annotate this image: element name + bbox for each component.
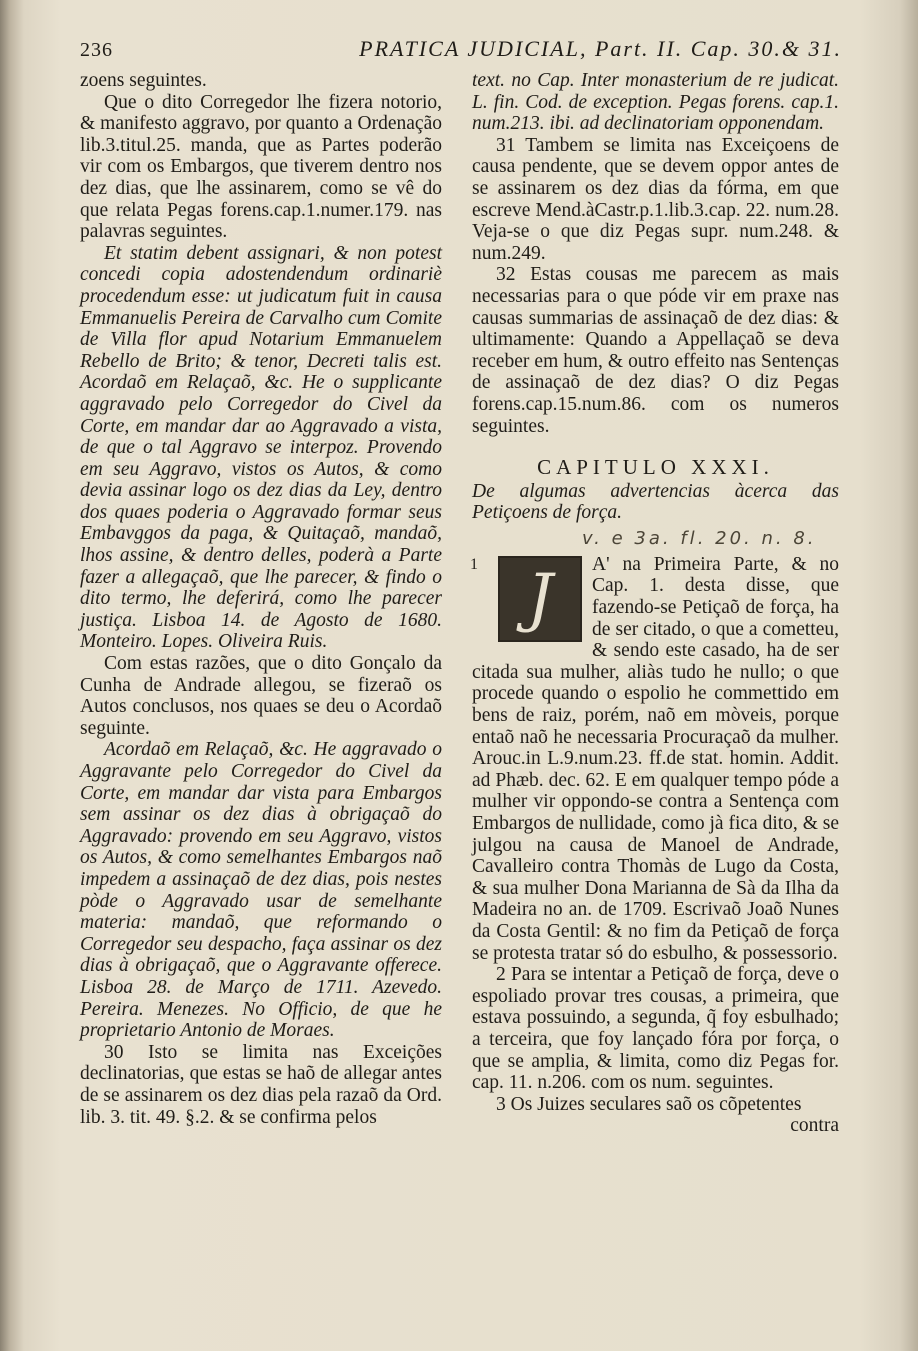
left-paragraph-4: Com estas razões, que o dito Gonçalo da Cunha de Andrade allegou, se fizeraõ os Autos conclusos, nos quaes se deu o Acordaõ seguinte. — [80, 653, 442, 739]
right-paragraph-32: 32 Estas cousas me parecem as mais necessarias para o que póde vir em praxe nas causas summarias de assinaçaõ de dez dias: & ultimamente: Quando a Appellaçaõ se deva receber em hum, & outro effeito nas Sentenças de assinaçaõ de dez dias? O diz Pegas forens.cap.15.num.86. com os numeros seguintes. — [472, 264, 839, 437]
chapter-subtitle: De algumas advertencias àcerca das Petiçoens de força. — [472, 480, 839, 524]
running-title: PRATICA JUDICIAL, Part. II. Cap. 30.& 31. — [359, 36, 842, 61]
page-header — [80, 36, 842, 70]
page-number: 236 — [80, 39, 113, 61]
right-paragraph-section-1: A' na Primeira Parte, & no Cap. 1. desta disse, que fazendo-se Petiçaõ de força, ha de ser citado, o que a cometteu, & sendo este casado, ha de ser citada sua mulher, aliàs tudo he nullo; o que procede quando o espolio he commettido em bens de raiz, porém, naõ em mòveis, porque entaõ naõ he necessaria Procuraçaõ da mulher. Arouc.in L.9.num.23. ff.de stat. homin. Addit. ad Phæb. dec. 62. E em qualquer tempo póde a mulher vir oppondo-se contra a Sentença com Embargos de nullidade, como jà fica dito, & se julgou na causa de Manoel de Andrade, Cavalleiro contra Thomàs de Lugo da Costa, & sua mulher Dona Marianna de Sà da Ilha da Madeira no an. de 1709. Escrivaõ Joaõ Nunes da Costa Gentil: & no fim da Petiçaõ de força se protesta tratar só do esbulho, & possessorio. — [472, 553, 839, 964]
section-1 — [472, 554, 839, 964]
right-paragraph-section-3: 3 Os Juizes seculares saõ os cõpetentes — [496, 1093, 802, 1115]
page-content — [80, 36, 842, 1336]
section-number: 1 — [470, 555, 478, 573]
catchword: contra — [790, 1115, 839, 1137]
left-acordao-block: Acordaõ em Relaçaõ, &c. He aggravado o Aggravante pelo Corregedor do Civel da Corte, em mandar dar vista para Embargos sem assinar os dez dias à obrigaçaõ do Aggravado: provendo em seu Aggravo, vistos os Autos, & como semelhantes Embargos naõ impedem a assinaçaõ de dez dias, pois nestes pòde o Aggravado usar de semelhante materia: mandaõ, que reformando o Corregedor seu despacho, faça assinar os dez dias à obrigaçaõ, que o Aggravante offerece. Lisboa 28. de Março de 1711. Azevedo. Pereira. Menezes. No Officio, de que he proprietario Antonio de Moraes. — [80, 739, 442, 1042]
handwritten-annotation: v. e 3a. fl. 20. n. 8. — [582, 527, 817, 549]
drop-cap-letter: J — [527, 561, 553, 636]
left-paragraph-30: 30 Isto se limita nas Exceições declinatorias, que estas se haõ de allegar antes de se assinarem os dez dias pela razaõ da Ord. lib. 3. tit. 49. §.2. & se confirma pelos — [80, 1041, 442, 1128]
right-paragraph-31: 31 Tambem se limita nas Exceiçoens de causa pendente, que se devem oppor antes de se assinarem os dez dias da fórma, em que escreve Mend.àCastr.p.1.lib.3.cap. 22. num.28. Veja-se o que diz Pegas supr. num.248. & num.249. — [472, 134, 839, 264]
left-paragraph-1: zoens seguintes. — [80, 70, 207, 91]
right-paragraph-1: text. no Cap. Inter monasterium de re judicat. L. fin. Cod. de exception. Pegas forens. cap.1. num.213. ibi. ad declinatoriam opponendam. — [472, 70, 839, 135]
right-paragraph-section-2: 2 Para se intentar a Petiçaõ de força, deve o espoliado provar tres cousas, a primeira, que estava possuindo, a segunda, q̃ foy esbulhado; a terceira, que foy lançado fóra por força, o que se amplia, & limita, como diz Pegas for. cap. 11. n.206. com os num. seguintes. — [472, 964, 839, 1094]
ornamental-drop-cap — [498, 556, 582, 642]
chapter-title: CAPITULO XXXI. — [537, 455, 774, 480]
right-column — [472, 70, 839, 1137]
left-citation-block: Et statim debent assignari, & non potest concedi copia adostendendum ordinariè procedendum esse: ut judicatum fuit in causa Emmanuelis Pereira de Carvalho cum Comite de Villa flor apud Notarium Emmanuelem Rebello de Brito; & tenor, Decreti talis est. Acordaõ em Relaçaõ, &c. He o supplicante aggravado pelo Corregedor do Civel da Corte, em mandar dar ao Aggravado a vista, de que o tal Aggravo se interpoz. Provendo em seu Aggravo, vistos os Autos, & como devia assinar logo os dez dias da Ley, dentro dos quaes poderia o Aggravado formar seus Embavggos da paga, & Quitaçaõ, mandaõ, lhos assine, & dentro delles, poderà a Parte fazer a allegaçaõ, que lhe parecer, & findo o dito termo, lhe deferirá, como lhe parecer justiça. Lisboa 14. de Agosto de 1680. Monteiro. Lopes. Oliveira Ruis. — [80, 242, 442, 653]
left-column — [80, 70, 442, 1128]
left-paragraph-2: Que o dito Corregedor lhe fizera notorio, & manifesto aggravo, por quanto a Ordenação lib.3.titul.25. manda, que as Partes poderão vir com os Embargos, que tiverem dentro nos dez dias, que lhe assinarem, como se vê do que relata Pegas forens.cap.1.numer.179. nas palavras seguintes. — [80, 91, 442, 243]
